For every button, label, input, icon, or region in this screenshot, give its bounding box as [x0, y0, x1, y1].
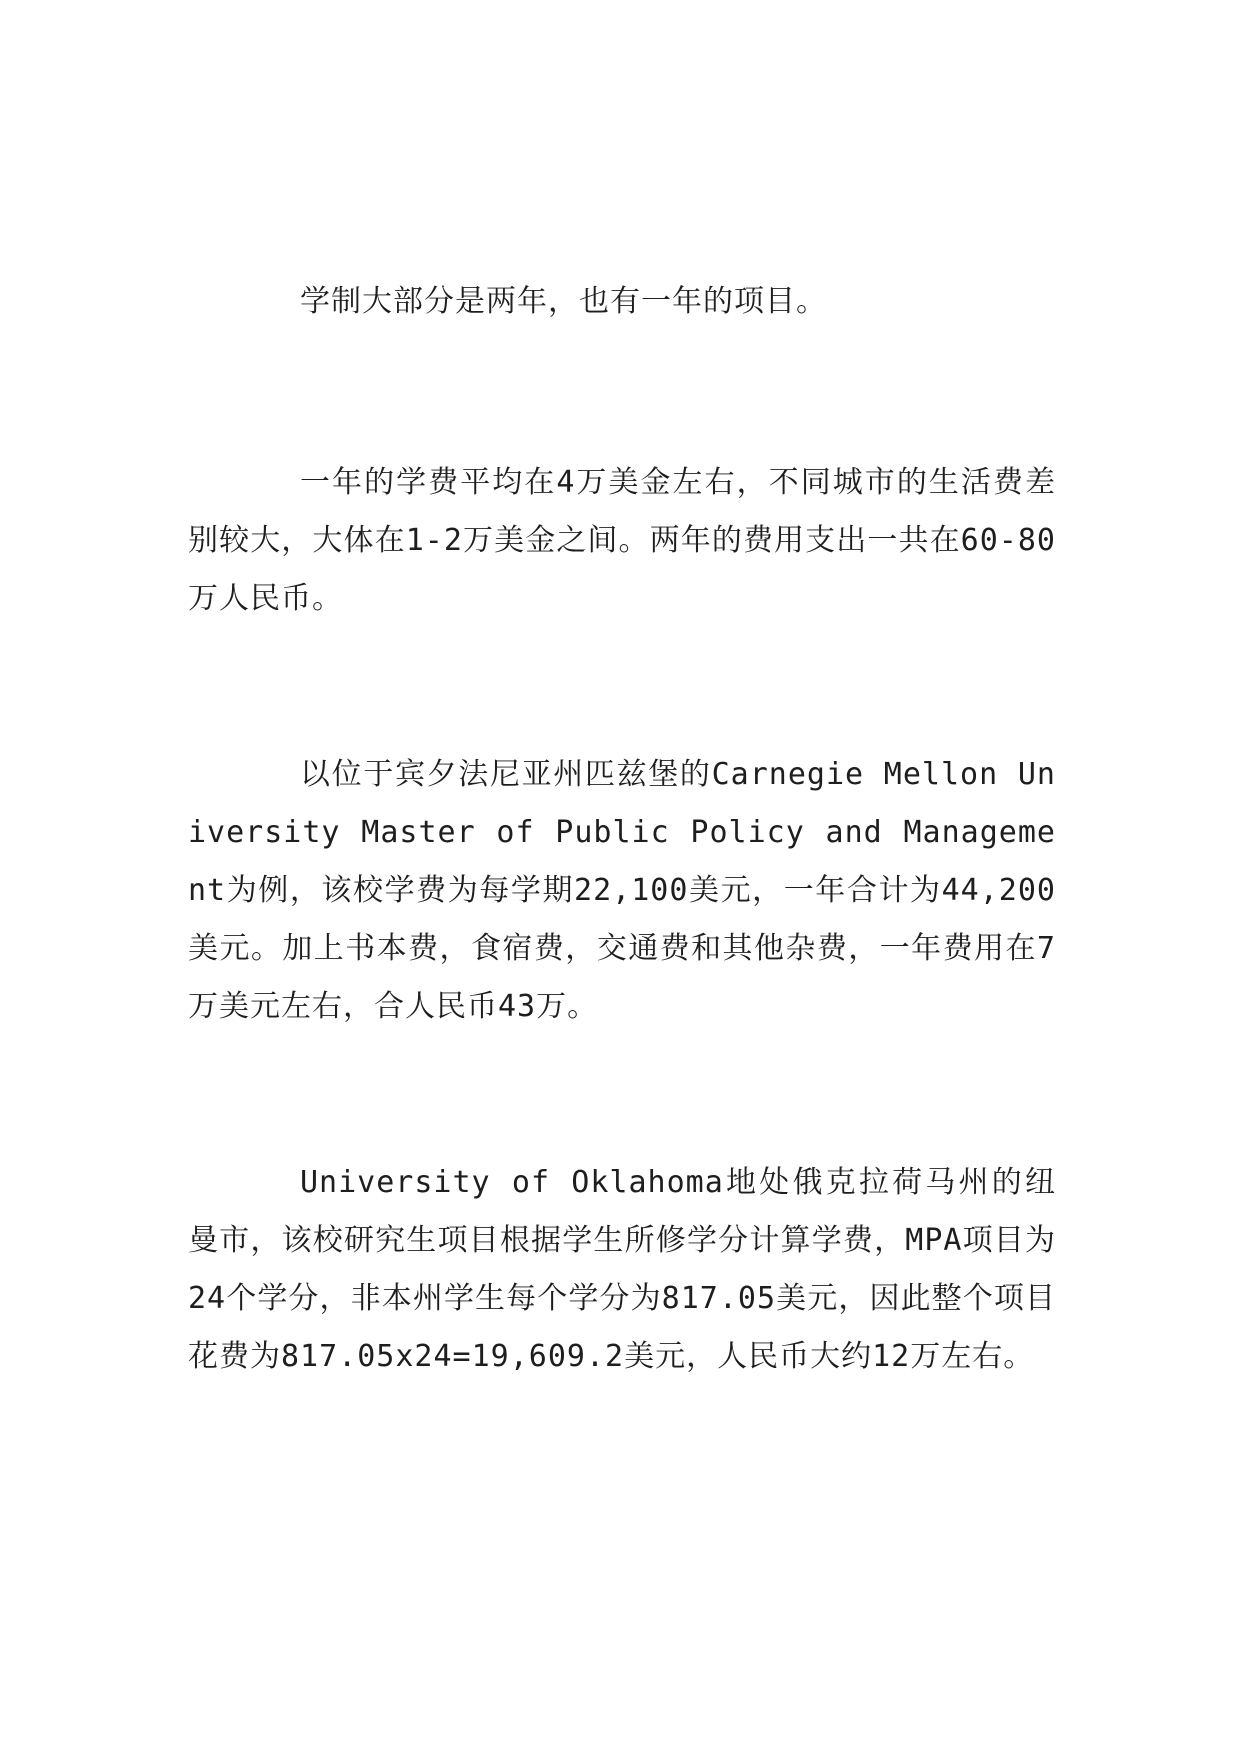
paragraph-tuition-average: 一年的学费平均在4万美金左右，不同城市的生活费差别较大，大体在1-2万美金之间。两年的费用支出一共在60-80万人民币。: [188, 465, 1056, 616]
paragraph-program-length: 学制大部分是两年，也有一年的项目。: [300, 284, 827, 319]
paragraph-oklahoma-example: University of Oklahoma地处俄克拉荷马州的纽曼市，该校研究生项目根据学生所修学分计算学费，MPA项目为24个学分，非本州学生每个学分为817.05美元，因此整个项目花费为817.05x24=19,609.2美元，人民币大约12万左右。: [188, 1165, 1056, 1374]
paragraph-carnegie-mellon-example: 以位于宾夕法尼亚州匹兹堡的Carnegie Mellon University Master of Public Policy and Management为例，该校学费为每学期22,100美元，一年合计为44,200美元。加上书本费，食宿费，交通费和其他杂费，一年费用在7万美元左右，合人民币43万。: [188, 757, 1056, 1024]
